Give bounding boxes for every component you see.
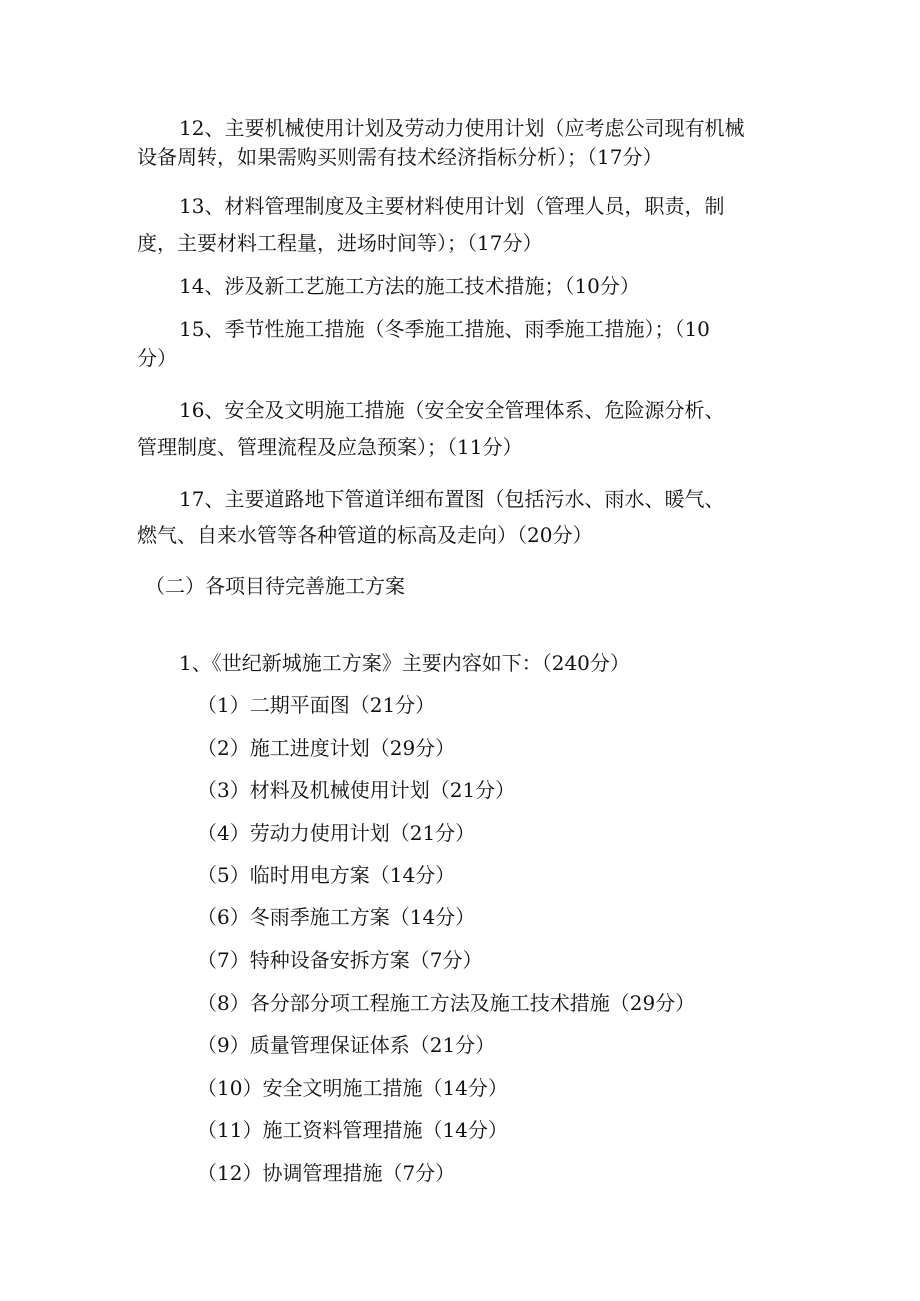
sub-item-2: （2）施工进度计划（29分） xyxy=(197,736,456,760)
item-17-line-2: 燃气、自来水管等各种管道的标高及走向）（20分） xyxy=(137,523,593,547)
item-12-line-1: 12、主要机械使用计划及劳动力使用计划（应考虑公司现有机械 xyxy=(179,116,745,140)
item-16-line-2: 管理制度、管理流程及应急预案）；（11分） xyxy=(137,435,523,459)
sub-item-8: （8）各分部分项工程施工方法及施工技术措施（29分） xyxy=(197,991,696,1015)
item-17-line-1: 17、主要道路地下管道详细布置图（包括污水、雨水、暖气、 xyxy=(179,487,725,511)
item-12-line-2: 设备周转，如果需购买则需有技术经济指标分析）；（17分） xyxy=(137,145,663,169)
sub-item-4: （4）劳动力使用计划（21分） xyxy=(197,821,476,845)
sub-item-5: （5）临时用电方案（14分） xyxy=(197,863,456,887)
item-13-line-1: 13、材料管理制度及主要材料使用计划（管理人员，职责，制 xyxy=(179,194,725,218)
item-16-line-1: 16、安全及文明施工措施（安全安全管理体系、危险源分析、 xyxy=(179,398,725,422)
item-15-line-2: 分） xyxy=(137,346,177,370)
item-15-line-1: 15、季节性施工措施（冬季施工措施、雨季施工措施）；（10 xyxy=(179,317,710,341)
sub-item-6: （6）冬雨季施工方案（14分） xyxy=(197,905,476,929)
item-14-line-1: 14、涉及新工艺施工方法的施工技术措施；（10分） xyxy=(179,274,640,298)
item-13-line-2: 度，主要材料工程量，进场时间等）；（17分） xyxy=(137,231,543,255)
project-title: 1、《世纪新城施工方案》主要内容如下：（240分） xyxy=(179,651,630,675)
sub-item-3: （3）材料及机械使用计划（21分） xyxy=(197,778,516,802)
sub-item-1: （1）二期平面图（21分） xyxy=(197,693,436,717)
sub-item-9: （9）质量管理保证体系（21分） xyxy=(197,1033,496,1057)
sub-item-12: （12）协调管理措施（7分） xyxy=(197,1161,456,1185)
sub-item-7: （7）特种设备安拆方案（7分） xyxy=(197,948,483,972)
section-heading: （二）各项目待完善施工方案 xyxy=(145,574,405,598)
sub-item-10: （10）安全文明施工措施（14分） xyxy=(197,1076,508,1100)
sub-item-11: （11）施工资料管理措施（14分） xyxy=(197,1118,508,1142)
